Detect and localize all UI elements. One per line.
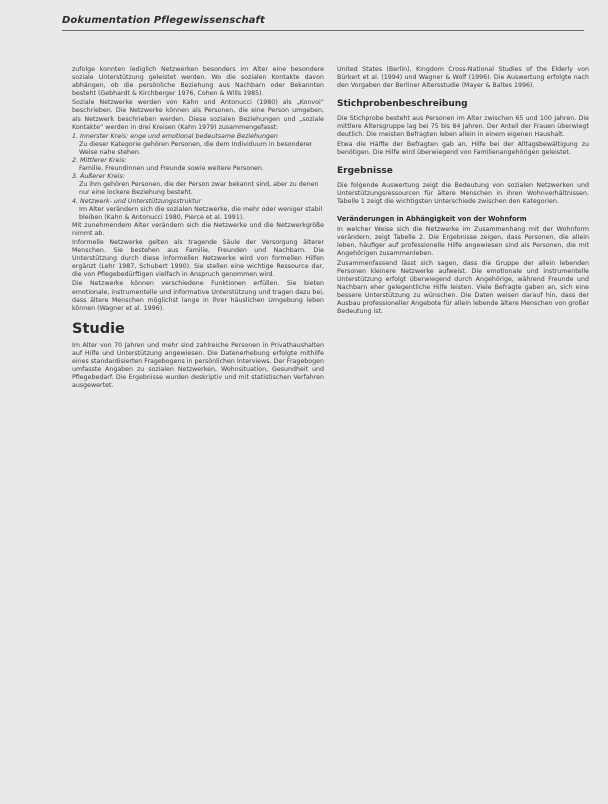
results-heading: Ergebnisse (337, 165, 393, 176)
left-para-2: Mit zunehmendem Alter verändern sich die Netzwerke und die Netzwerkgröße nimmt ab. (72, 221, 324, 237)
sample-para: Die Stichprobe besteht aus Personen im Alter zwischen 65 und 100 Jahren. Die mittlere Altersgruppe lag bei 75 bis 84 Jahren. Der Anteil der Frauen überwiegt deutlich. Die meisten Befragten leben allein in einem eigenen Haushalt. (337, 115, 589, 139)
circle-list (72, 133, 324, 222)
page-header (62, 8, 584, 31)
left-intro: zufolge konnten lediglich Netzwerken besonders im Alter eine besondere soziale Unterstützung geleistet werden. Wo die sozialen Kontakte davon abhängen, ob die persönliche Beziehung aus Nachbarn oder Bekannten besteht (Gebhardt & Kirchberger 1976, Cohen & Wills 1985). (72, 66, 324, 98)
right-column (337, 66, 589, 317)
left-para-4: Die Netzwerke können verschiedene Funktionen erfüllen. Sie bieten emotionale, instrumentelle und informative Unterstützung und tragen dazu bei, dass ältere Menschen möglichst lange in ihrer häuslichen Umgebung leben können (Wagner et al. 1996). (72, 280, 324, 312)
list-item-title: 3. Äußerer Kreis: (72, 173, 125, 181)
list-item-body: Zu ihm gehören Personen, die der Person zwar bekannt sind, aber zu denen nur eine lockere Beziehung besteht. (79, 181, 319, 197)
list-item-title: 2. Mittlerer Kreis: (72, 157, 127, 165)
list-item-title: 1. Innerster Kreis: enge und emotional bedeutsame Beziehungen (72, 132, 278, 140)
change-heading: Veränderungen in Abhängigkeit von der Wohnform (337, 215, 527, 224)
results-para: Die folgende Auswertung zeigt die Bedeutung von sozialen Netzwerken und Unterstützungsressourcen für ältere Menschen in ihren Wohnverhältnissen. Tabelle 1 zeigt die wichtigsten Unterschiede zwischen den Kategorien. (337, 181, 589, 205)
list-item-body: Familie, Freundinnen und Freunde sowie weitere Personen. (79, 165, 264, 173)
left-para-1: Soziale Netzwerke werden von Kahn und Antonucci (1980) als „Konvoi“ beschrieben. Die Netzwerke können als Personen, die eine Person umgeben, als Netzwerk beschrieben werden. Diese sozialen Beziehungen und „soziale Kontakte“ werden in drei Kreisen (Kahn 1979) zusammengefasst: (72, 99, 324, 131)
list-item-body: Zu dieser Kategorie gehören Personen, die dem Individuum in besonderer Weise nahe stehen. (79, 140, 313, 156)
list-item-body: Im Alter verändern sich die sozialen Netzwerke, die mehr oder weniger stabil bleiben (Kahn & Antonucci 1980, Pierce et al. 1991). (79, 205, 323, 221)
change-para: In welcher Weise sich die Netzwerke im Zusammenhang mit der Wohnform verändern, zeigt Tabelle 2. Die Ergebnisse zeigen, dass Personen, die allein leben, häufiger auf professionelle Hilfe angewiesen sind als Personen, die mit Angehörigen zusammenleben. (337, 226, 589, 258)
study-heading: Studie (72, 320, 125, 337)
list-item (72, 133, 324, 157)
study-para: Im Alter von 70 Jahren und mehr sind zahlreiche Personen in Privathaushalten auf Hilfe und Unterstützung angewiesen. Die Datenerhebung erfolgte mithilfe eines standardisierten Fragebogens in persönlichen Interviews. Der Fragebogen umfasste Angaben zu sozialen Netzwerken, Wohnsituation, Gesundheit und Pflegebedarf. Die Ergebnisse wurden deskriptiv und mit statistischen Verfahren ausgewertet. (72, 341, 324, 390)
left-para-3: Informelle Netzwerke gelten als tragende Säule der Versorgung älterer Menschen. Sie bestehen aus Familie, Freunden und Nachbarn. Die Unterstützung durch diese informellen Netzwerke wird von formellen Hilfen ergänzt (Lehr 1987, Schubert 1990). Sie stellen eine wichtige Ressource dar, die von Pflegebedürftigen vielfach in Anspruch genommen wird. (72, 238, 324, 279)
list-item-title: 4. Netzwerk- und Unterstützungsstruktur (72, 197, 202, 205)
change-para-2: Zusammenfassend lässt sich sagen, dass die Gruppe der allein lebenden Personen kleinere Netzwerke aufweist. Die emotionale und instrumentelle Unterstützung erfolgt überwiegend durch Angehörige, während Freunde und Nachbarn eher gelegentliche Hilfe leisten. Viele Befragte gaben an, sich eine bessere Unterstützung zu wünschen. Die Daten weisen darauf hin, dass der Ausbau professioneller Angebote für allein lebende ältere Menschen von großer Bedeutung ist. (337, 259, 589, 316)
list-item (72, 173, 324, 197)
sample-heading: Stichprobenbeschreibung (337, 99, 468, 110)
left-column (72, 66, 324, 391)
header-title: Dokumentation Pflegewissenschaft (62, 15, 265, 26)
list-item (72, 157, 324, 173)
sample-para-2: Etwa die Hälfte der Befragten gab an, Hilfe bei der Alltagsbewältigung zu benötigen. Die Hilfe wird überwiegend von Familienangehörigen geleistet. (337, 140, 589, 156)
right-intro: United States (Berlin), Kingdom Cross-National Studies of the Elderly von Bürkert et al. (1994) und Wagner & Wolf (1996). Die Auswertung erfolgte nach den Vorgaben der Berliner Altersstudie (Mayer & Baltes 1996). (337, 66, 589, 90)
list-item (72, 198, 324, 222)
